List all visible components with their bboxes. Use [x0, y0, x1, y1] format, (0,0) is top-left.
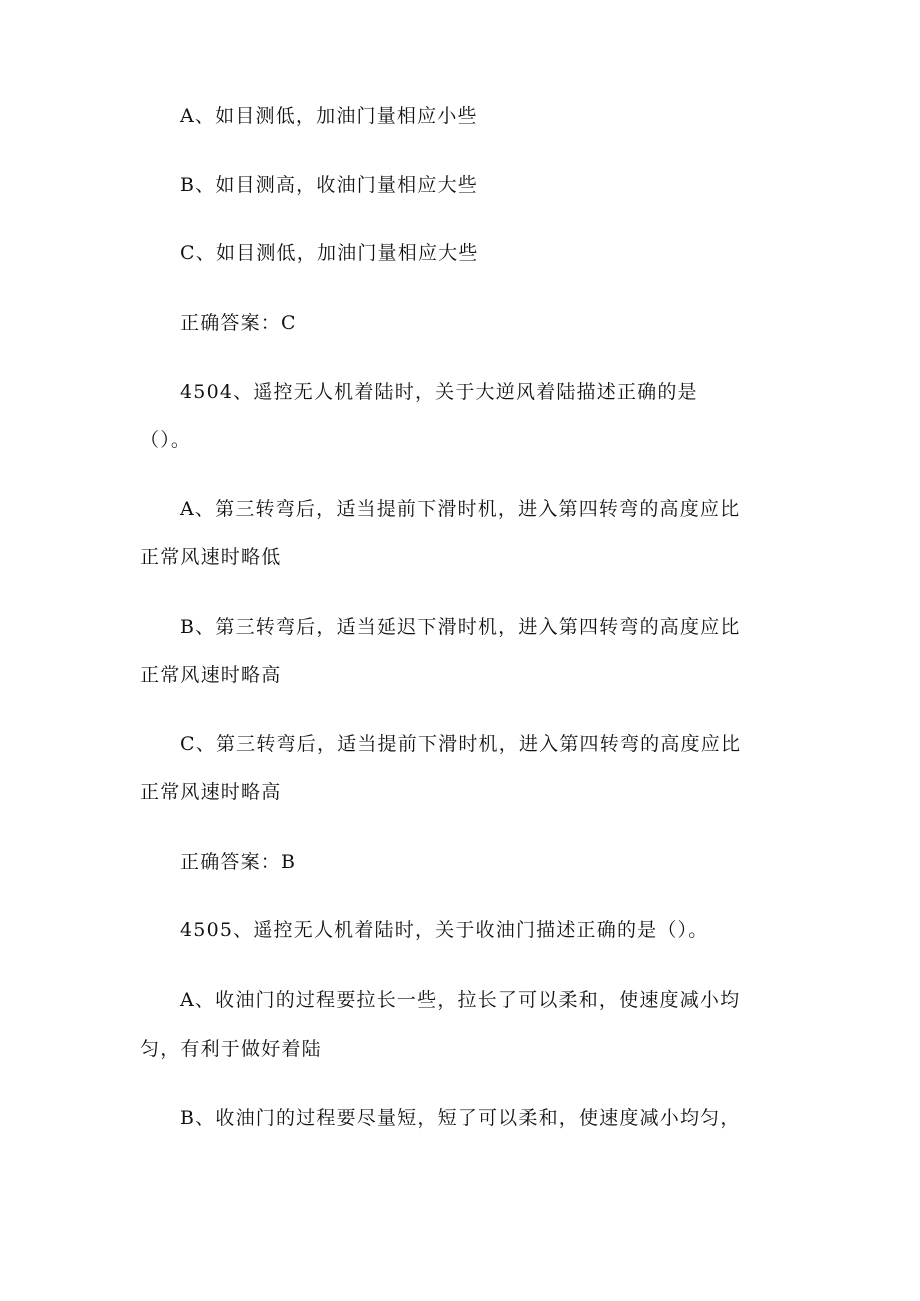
q4504-option-a-line1: A、第三转弯后，适当提前下滑时机，进入第四转弯的高度应比: [180, 498, 741, 520]
q4505-option-b-line1: B、收油门的过程要尽量短，短了可以柔和，使速度减小均匀，: [180, 1107, 741, 1129]
q4505-option-a-line1: A、收油门的过程要拉长一些，拉长了可以柔和，使速度减小均: [180, 989, 741, 1011]
q4505-option-a-line2: 匀，有利于做好着陆: [140, 1038, 322, 1060]
q4504-answer: 正确答案：B: [180, 851, 297, 873]
q4504-option-a-line2: 正常风速时略低: [140, 546, 282, 568]
q4504-option-b-line1: B、第三转弯后，适当延迟下滑时机，进入第四转弯的高度应比: [180, 616, 741, 638]
q4505-stem: 4505、遥控无人机着陆时，关于收油门描述正确的是（）。: [180, 919, 709, 941]
q4503-option-c: C、如目测低，加油门量相应大些: [180, 242, 479, 264]
q4504-stem-line1: 4504、遥控无人机着陆时，关于大逆风着陆描述正确的是: [180, 381, 698, 403]
q4504-option-c-line1: C、第三转弯后，适当提前下滑时机，进入第四转弯的高度应比: [180, 733, 742, 755]
q4503-option-b: B、如目测高，收油门量相应大些: [180, 174, 478, 196]
q4504-option-b-line2: 正常风速时略高: [140, 664, 282, 686]
q4504-stem-line2: （）。: [140, 429, 192, 451]
q4503-option-a: A、如目测低，加油门量相应小些: [180, 105, 478, 127]
q4503-answer: 正确答案：C: [180, 312, 297, 334]
q4504-option-c-line2: 正常风速时略高: [140, 781, 282, 803]
